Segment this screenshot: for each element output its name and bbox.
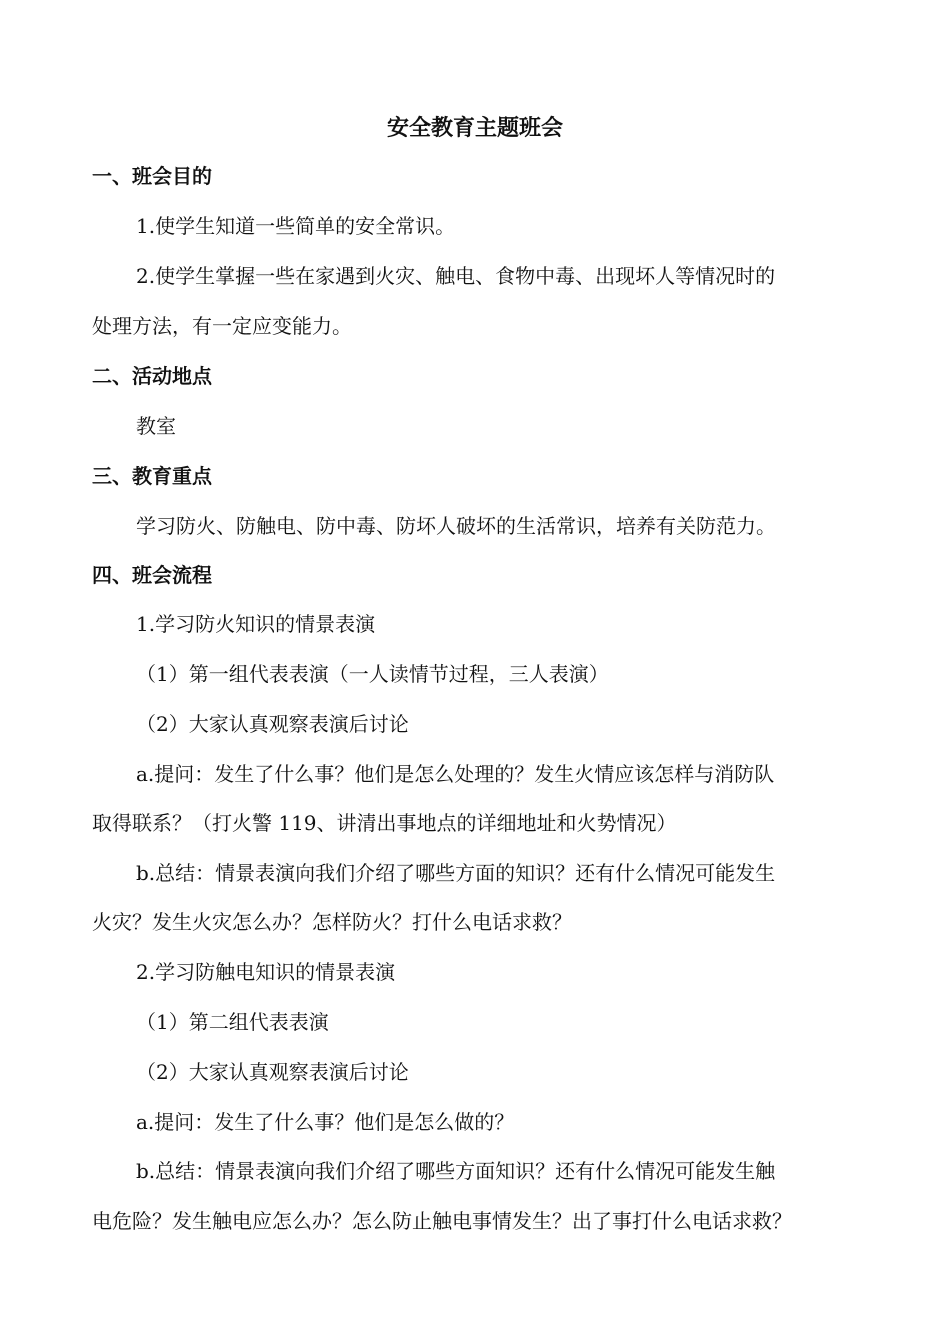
list-item: （2）大家认真观察表演后讨论 xyxy=(136,712,409,736)
section-heading-focus: 三、教育重点 xyxy=(92,464,212,488)
paragraph: 取得联系？（打火警 119、讲清出事地点的详细地址和火势情况） xyxy=(92,811,677,835)
paragraph: 学习防火、防触电、防中毒、防坏人破坏的生活常识，培养有关防范力。 xyxy=(136,514,776,538)
list-item: 1.学习防火知识的情景表演 xyxy=(136,612,376,636)
paragraph: 2.使学生掌握一些在家遇到火灾、触电、食物中毒、出现坏人等情况时的 xyxy=(136,264,776,288)
paragraph: b.总结：情景表演向我们介绍了哪些方面知识？还有什么情况可能发生触 xyxy=(136,1159,776,1183)
paragraph: 教室 xyxy=(136,414,176,438)
paragraph: a.提问：发生了什么事？他们是怎么处理的？发生火情应该怎样与消防队 xyxy=(136,762,775,786)
list-item: （1）第一组代表表演（一人读情节过程，三人表演） xyxy=(136,662,609,686)
document-title: 安全教育主题班会 xyxy=(386,115,563,141)
list-item: （1）第二组代表表演 xyxy=(136,1010,329,1034)
paragraph: a.提问：发生了什么事？他们是怎么做的？ xyxy=(136,1110,515,1134)
paragraph: 电危险？发生触电应怎么办？怎么防止触电事情发生？出了事打什么电话求救？ xyxy=(92,1209,792,1233)
section-heading-process: 四、班会流程 xyxy=(92,563,212,587)
section-heading-purpose: 一、班会目的 xyxy=(92,164,212,188)
paragraph: 火灾？发生火灾怎么办？怎样防火？打什么电话求救？ xyxy=(92,910,572,934)
paragraph: b.总结：情景表演向我们介绍了哪些方面的知识？还有什么情况可能发生 xyxy=(136,861,776,885)
paragraph: 1.使学生知道一些简单的安全常识。 xyxy=(136,214,456,238)
list-item: （2）大家认真观察表演后讨论 xyxy=(136,1060,409,1084)
list-item: 2.学习防触电知识的情景表演 xyxy=(136,960,396,984)
paragraph: 处理方法，有一定应变能力。 xyxy=(92,314,352,338)
section-heading-location: 二、活动地点 xyxy=(92,364,212,388)
